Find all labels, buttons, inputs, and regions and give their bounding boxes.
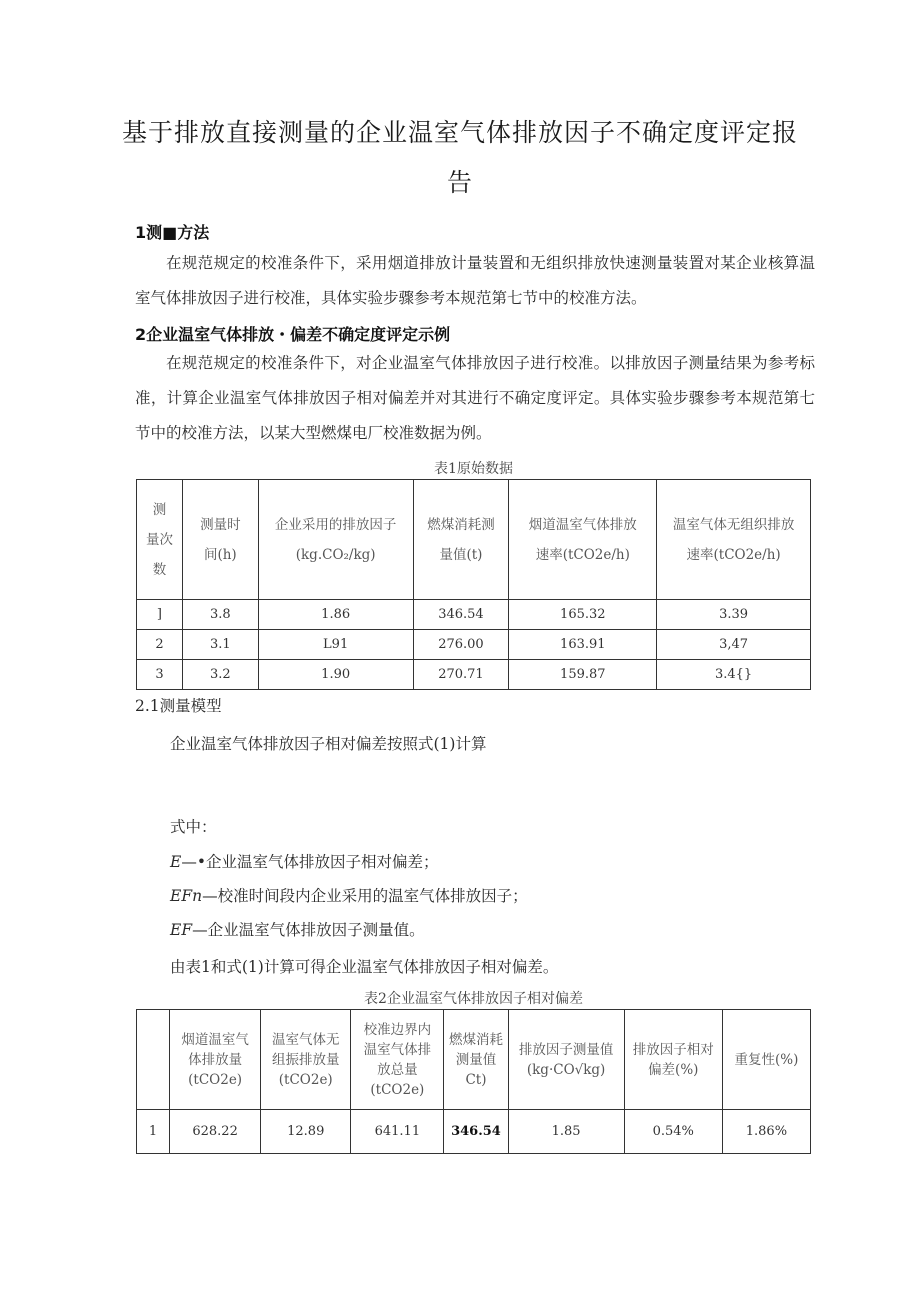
table-cell: 346.54 bbox=[413, 600, 509, 630]
header-text: 量次 bbox=[145, 531, 173, 548]
table-2-header-cell bbox=[624, 1010, 722, 1110]
section-1-heading: 1测■方法 bbox=[135, 223, 210, 242]
table-1-header-cell bbox=[509, 480, 657, 600]
section-2-1-heading: 2.1测量模型 bbox=[135, 697, 222, 715]
table-1-header-cell bbox=[137, 480, 183, 600]
header-text: 温室气体无组织排放 bbox=[672, 516, 795, 533]
table-cell: 3,47 bbox=[657, 630, 811, 660]
table-cell: 1.86% bbox=[722, 1110, 810, 1154]
table-cell: 165.32 bbox=[509, 600, 657, 630]
table-cell: 628.22 bbox=[170, 1110, 261, 1154]
header-text: 组振排放量 bbox=[271, 1051, 340, 1068]
table-2-relative-deviation bbox=[136, 1009, 811, 1154]
table-row bbox=[137, 600, 811, 630]
table-cell: 1.85 bbox=[508, 1110, 624, 1154]
definition-text: —•企业温室气体排放因子相对偏差； bbox=[181, 853, 439, 871]
section-2-text: 在规范规定的校准条件下，对企业温室气体排放因子进行校准。以排放因子测量结果为参考标准，计算企业温室气体排放因子相对偏差并对其进行不确定度评定。具体实验步骤参考本规范第七节中的校准方法，以某大型燃煤电厂校准数据为例。 bbox=[135, 354, 815, 442]
definition-text: —校准时间段内企业采用的温室气体排放因子； bbox=[202, 887, 528, 905]
header-text: 烟道温室气 bbox=[181, 1031, 249, 1048]
table-cell: 12.89 bbox=[261, 1110, 351, 1154]
section-2-1-intro: 企业温室气体排放因子相对偏差按照式(1)计算 bbox=[170, 735, 487, 753]
table-cell: 3.2 bbox=[182, 660, 258, 690]
table-cell: 276.00 bbox=[413, 630, 509, 660]
header-text: (tCO2e) bbox=[370, 1081, 425, 1098]
table-cell: 3.1 bbox=[182, 630, 258, 660]
header-text: 测 bbox=[152, 501, 167, 518]
table-1-header-cell bbox=[413, 480, 509, 600]
summary-line: 由表1和式(1)计算可得企业温室气体排放因子相对偏差。 bbox=[170, 958, 559, 976]
header-text: (kg·CO√kg) bbox=[526, 1061, 606, 1078]
table-2-header-cell bbox=[722, 1010, 810, 1110]
table-cell: 270.71 bbox=[413, 660, 509, 690]
table-cell: 3.8 bbox=[182, 600, 258, 630]
table-cell: 0.54% bbox=[624, 1110, 722, 1154]
table-cell: 2 bbox=[137, 630, 183, 660]
symbol: EFn bbox=[170, 887, 203, 905]
header-text: 测量时 bbox=[200, 516, 241, 533]
table-cell: 346.54 bbox=[444, 1110, 508, 1154]
table-cell: 159.87 bbox=[509, 660, 657, 690]
header-text: 企业采用的排放因子 bbox=[274, 516, 397, 533]
definition-ef bbox=[170, 918, 425, 940]
table-cell: ] bbox=[137, 600, 183, 630]
table-1-raw-data bbox=[136, 479, 811, 690]
table-cell: L91 bbox=[258, 630, 413, 660]
where-label: 式中： bbox=[170, 818, 217, 836]
header-text: 排放因子相对 bbox=[632, 1041, 714, 1058]
section-2-heading: 2企业温室气体排放・偏差不确定度评定示例 bbox=[135, 325, 451, 344]
table-2-header-cell bbox=[508, 1010, 624, 1110]
header-text: 速率(tCO2e/h) bbox=[535, 546, 630, 563]
table-cell: 3.39 bbox=[657, 600, 811, 630]
header-text: (tCO2e) bbox=[188, 1071, 243, 1088]
table-row bbox=[137, 660, 811, 690]
header-text: 测量值 bbox=[455, 1051, 497, 1068]
table-cell: 1.90 bbox=[258, 660, 413, 690]
header-text: 烟道温室气体排放 bbox=[528, 516, 637, 533]
header-text: 温室气体无 bbox=[271, 1031, 340, 1048]
table-2-header-cell bbox=[137, 1010, 170, 1110]
definition-efn bbox=[170, 884, 528, 906]
table-2-header-cell bbox=[261, 1010, 351, 1110]
header-text: 体排放量 bbox=[188, 1051, 243, 1068]
header-text: 校准边界内 bbox=[363, 1021, 432, 1038]
table-cell: 641.11 bbox=[351, 1110, 444, 1154]
header-text: 温室气体排 bbox=[363, 1041, 432, 1058]
header-text: (kg.CO₂/kg) bbox=[295, 546, 376, 563]
header-text: 间(h) bbox=[203, 546, 237, 563]
table-1-caption: 表1原始数据 bbox=[434, 461, 513, 477]
header-text: (tCO2e) bbox=[278, 1071, 333, 1088]
table-2-caption: 表2企业温室气体排放因子相对偏差 bbox=[364, 991, 583, 1007]
header-text: 偏差(%) bbox=[648, 1061, 699, 1078]
definition-text: —企业温室气体排放因子测量值。 bbox=[192, 921, 425, 939]
table-cell: 1 bbox=[137, 1110, 170, 1154]
definition-e bbox=[170, 850, 438, 872]
symbol: E bbox=[170, 853, 182, 871]
header-text: 量值(t) bbox=[439, 546, 483, 563]
header-text: 燃煤消耗测 bbox=[427, 516, 495, 533]
symbol: EF bbox=[170, 921, 193, 939]
table-2-header-row bbox=[137, 1010, 811, 1110]
header-text: 重复性(%) bbox=[734, 1051, 799, 1068]
header-text: Ct) bbox=[465, 1071, 487, 1088]
table-1-header-row bbox=[137, 480, 811, 600]
table-1-header-cell bbox=[657, 480, 811, 600]
table-2-header-cell bbox=[170, 1010, 261, 1110]
table-1-header-cell bbox=[258, 480, 413, 600]
document-title-line-1: 基于排放直接测量的企业温室气体排放因子不确定度评定报 bbox=[121, 118, 798, 147]
table-1-header-cell bbox=[182, 480, 258, 600]
header-text: 速率(tCO2e/h) bbox=[686, 546, 781, 563]
header-text: 燃煤消耗 bbox=[448, 1031, 503, 1048]
table-cell: 163.91 bbox=[509, 630, 657, 660]
header-text: 放总量 bbox=[377, 1061, 418, 1078]
table-row bbox=[137, 1110, 811, 1154]
table-2-header-cell bbox=[444, 1010, 508, 1110]
table-cell: 1.86 bbox=[258, 600, 413, 630]
table-row bbox=[137, 630, 811, 660]
section-1-text: 在规范规定的校准条件下，采用烟道排放计量装置和无组织排放快速测量装置对某企业核算温室气体排放因子进行校准，具体实验步骤参考本规范第七节中的校准方法。 bbox=[135, 254, 815, 307]
header-text: 排放因子测量值 bbox=[518, 1041, 614, 1058]
table-cell: 3 bbox=[137, 660, 183, 690]
table-2-header-cell bbox=[351, 1010, 444, 1110]
header-text: 数 bbox=[152, 561, 167, 578]
table-cell: 3.4{} bbox=[657, 660, 811, 690]
document-title-line-2: 告 bbox=[446, 168, 473, 197]
